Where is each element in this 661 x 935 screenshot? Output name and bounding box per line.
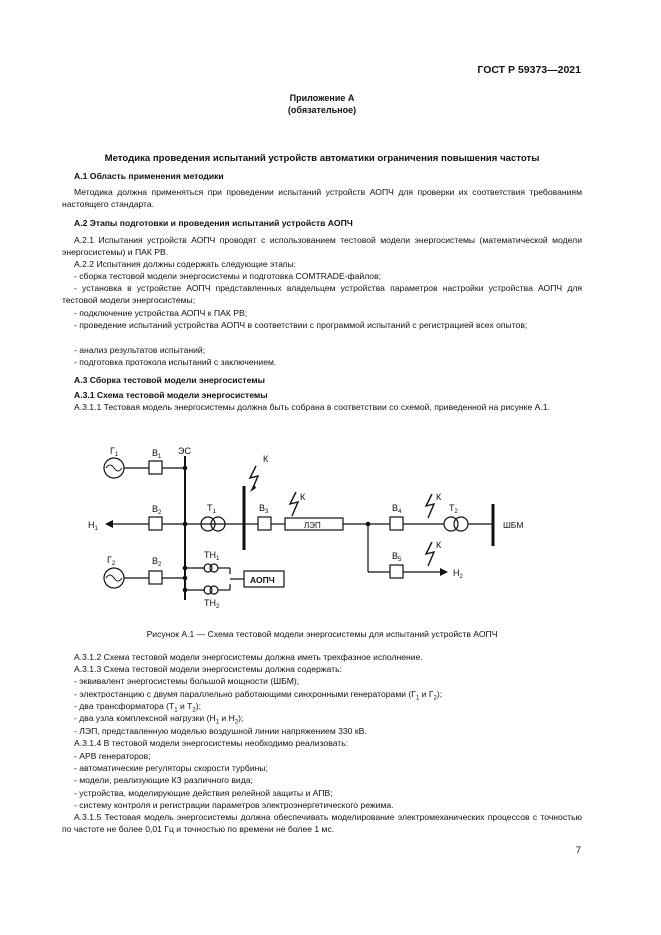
- a311-text: А.3.1.1 Тестовая модель энергосистемы должна быть собрана в соответствии со схемой, приведенной на рисунке А.1.: [74, 402, 550, 412]
- svg-text:В4: $В_4$: [392, 503, 402, 515]
- svg-text:ШБМ: ШБМ: [503, 520, 524, 530]
- list-item: - подготовка протокола испытаний с заключением.: [74, 357, 277, 367]
- list-item: - ЛЭП, представленную моделью воздушной линии напряжением 330 кВ.: [74, 726, 367, 736]
- a3-heading: А.3 Сборка тестовой модели энергосистемы: [74, 375, 265, 385]
- list-item: - анализ результатов испытаний;: [74, 345, 206, 355]
- list-item: - подключение устройства АОПЧ к ПАК РВ;: [74, 308, 248, 318]
- svg-text:К: К: [436, 492, 442, 502]
- list-item: - устройства, моделирующие действия релейной защиты и АПВ;: [74, 788, 333, 798]
- standard-number: ГОСТ Р 59373—2021: [477, 64, 581, 76]
- svg-text:Г1: $Г_1$: [110, 446, 119, 458]
- list-item: - модели, реализующие КЗ различного вида;: [74, 775, 253, 785]
- section-title: Методика проведения испытаний устройств автоматики ограничения повышения частоты: [104, 153, 540, 164]
- page-number: 7: [575, 845, 581, 856]
- a2-heading: А.2 Этапы подготовки и проведения испытаний устройств АОПЧ: [74, 218, 353, 228]
- list-item: - АРВ генераторов;: [74, 751, 151, 761]
- svg-text:В2: $В_2$: [152, 504, 162, 516]
- svg-text:В3: $В_3$: [259, 503, 269, 515]
- a314-text: А.3.1.4 В тестовой модели энергосистемы необходимо реализовать:: [74, 738, 349, 748]
- a1-heading: А.1 Область применения методики: [74, 171, 224, 181]
- a1-text: Методика должна применяться при проведении испытаний устройств АОПЧ для проверки их соответствия требованиям настоящего стандарта.: [62, 187, 582, 210]
- list-item: - электростанцию с двумя параллельно работающими синхронными генераторами ($Г_1$ и $Г_2$);: [74, 689, 443, 702]
- a2-p2: А.2.2 Испытания должны содержать следующие этапы:: [74, 259, 297, 269]
- list-item: - автоматические регуляторы скорости турбины;: [74, 763, 268, 773]
- svg-text:ТН2: $ТН_2$: [204, 598, 220, 610]
- a31-heading: А.3.1 Схема тестовой модели энергосистемы: [74, 390, 268, 400]
- svg-text:К: К: [300, 492, 306, 502]
- svg-text:Г2: $Г_2$: [107, 555, 116, 567]
- svg-text:Н2: $Н_2$: [453, 568, 463, 580]
- svg-text:ТН1: $ТН_1$: [204, 550, 220, 562]
- svg-text:ЭС: ЭС: [178, 446, 191, 456]
- a315-text: А.3.1.5 Тестовая модель энергосистемы должна обеспечивать моделирование электромеханических процессов с точностью по частоте не более 0,01 Гц и точностью по времени не более 1 мс.: [62, 812, 582, 835]
- figure-caption: Рисунок А.1 — Схема тестовой модели энергосистемы для испытаний устройств АОПЧ: [146, 629, 498, 639]
- list-item: - сборка тестовой модели энергосистемы и подготовка COMTRADE-файлов;: [74, 271, 382, 281]
- svg-text:В5: $В_5$: [392, 551, 402, 563]
- a2-p1: А.2.1 Испытания устройств АОПЧ проводят с использованием тестовой модели энергосистемы (математической модели энергосистемы) и ПАК РВ.: [62, 235, 582, 258]
- svg-text:АОПЧ: АОПЧ: [250, 575, 275, 585]
- svg-text:В2: $В_2$: [152, 556, 162, 568]
- list-item: - эквивалент энергосистемы большой мощности (ШБМ);: [74, 676, 300, 686]
- svg-text:ЛЭП: ЛЭП: [304, 521, 321, 530]
- svg-text:Н1: $Н_1$: [88, 520, 98, 532]
- list-item: - два трансформатора ($Т_1$ и $Т_2$);: [74, 701, 202, 714]
- svg-text:К: К: [263, 454, 269, 464]
- list-item: - систему контроля и регистрации параметров электроэнергетического режима.: [74, 800, 394, 810]
- list-item: - два узла комплексной нагрузки ($Н_1$ и $Н_2$);: [74, 713, 244, 726]
- list-item: - проведение испытаний устройства АОПЧ в соответствии с программой испытаний с регистрацией всех опытов;: [74, 320, 528, 330]
- a312-text: А.3.1.2 Схема тестовой модели энергосистемы должна иметь трехфазное исполнение.: [74, 652, 423, 662]
- svg-text:В1: $В_1$: [152, 448, 162, 460]
- svg-text:Т2: $Т_2$: [449, 503, 458, 515]
- a313-text: А.3.1.3 Схема тестовой модели энергосистемы должна содержать:: [74, 664, 342, 674]
- svg-text:К: К: [436, 540, 442, 550]
- annex-status: (обязательное): [287, 105, 357, 115]
- svg-text:Т1: $Т_1$: [207, 503, 216, 515]
- power-system-diagram: [0, 438, 661, 618]
- annex-title: Приложение А: [289, 93, 355, 103]
- list-item: - установка в устройстве АОПЧ представленных владельцем устройства параметров настройки устройства АОПЧ для тестовой модели энергосистемы;: [62, 283, 582, 306]
